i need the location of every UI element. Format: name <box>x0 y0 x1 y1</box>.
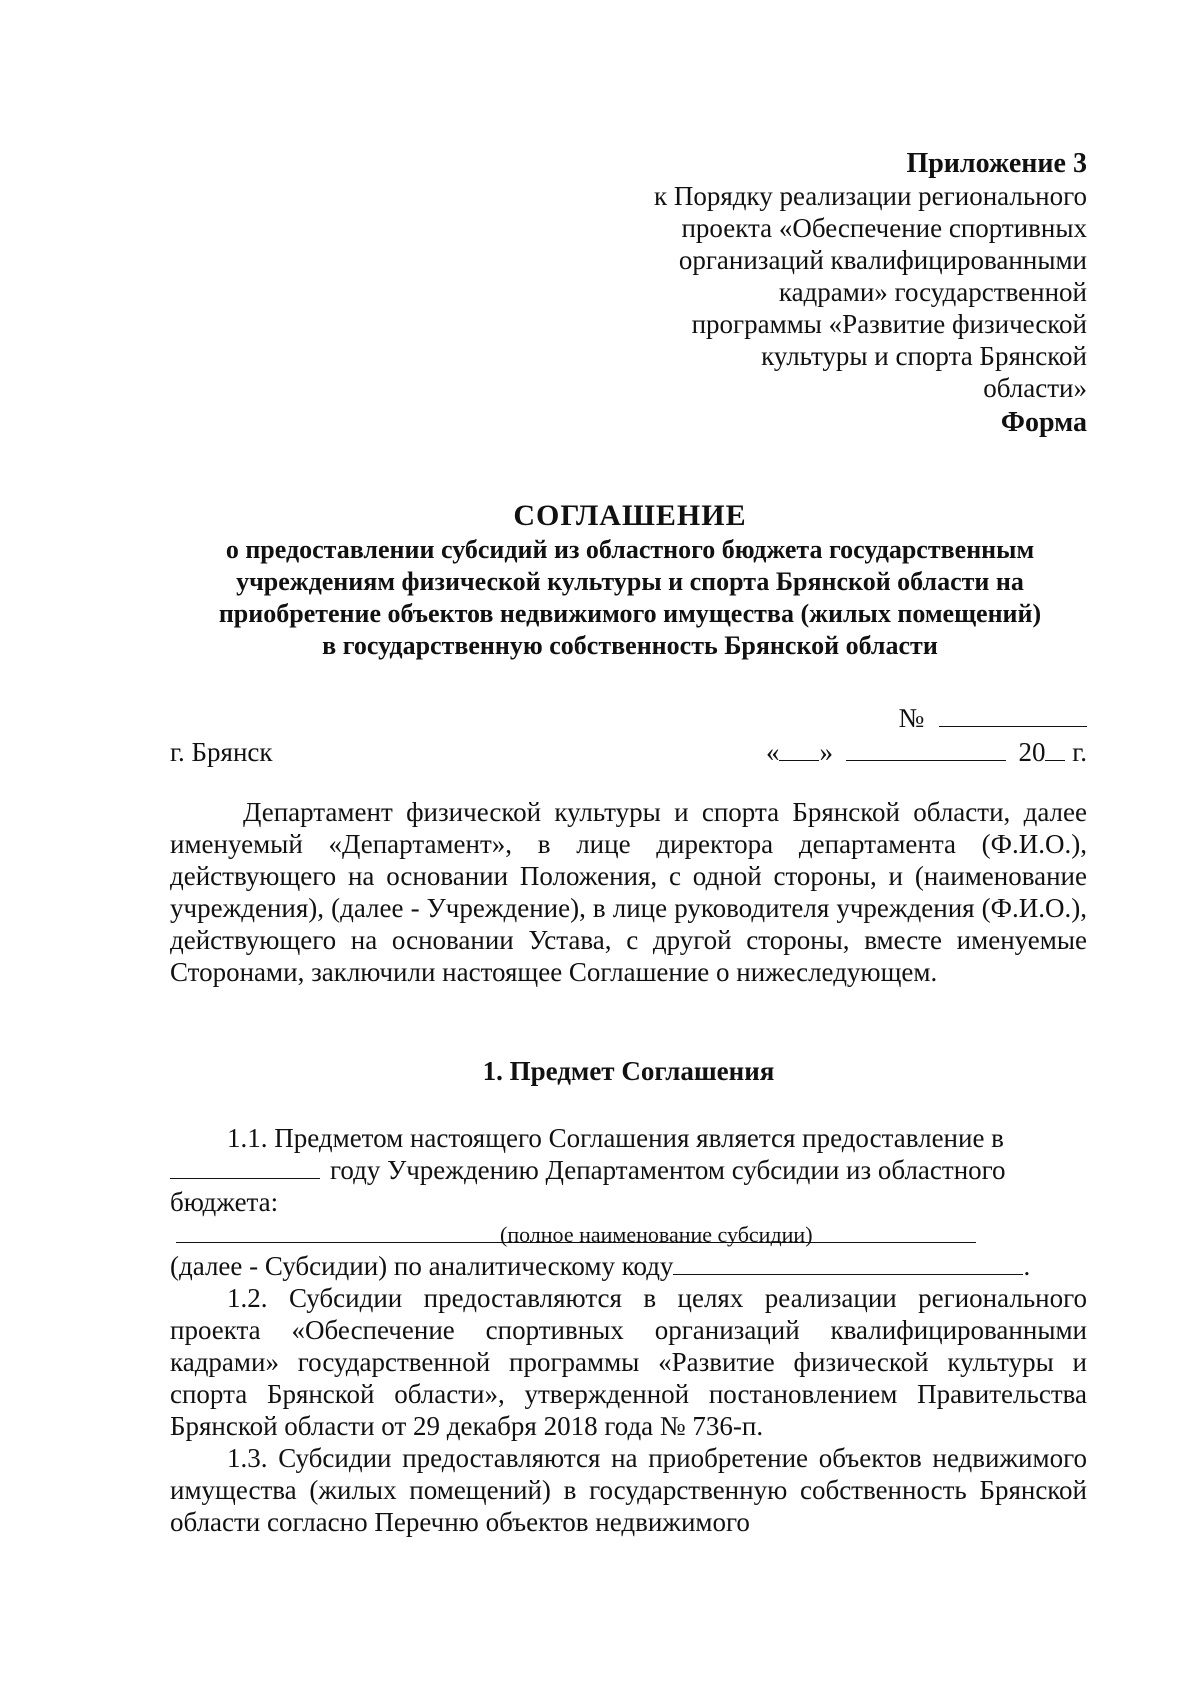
p11-end: (далее - Субсидии) по аналитическому коду <box>170 1251 674 1281</box>
form-label: Форма <box>1000 407 1087 438</box>
appendix-line: организаций квалифицированными <box>678 245 1087 275</box>
agreement-subtitle-line: приобретение объектов недвижимого имущества (жилых помещений) <box>218 599 1042 628</box>
analytic-code-field <box>673 1250 1023 1275</box>
agreement-title: СОГЛАШЕНИЕ <box>513 499 747 532</box>
paragraph-1-2: 1.2. Субсидии предоставляются в целях реализации регионального проекта «Обеспечение спортивных организаций квалифицированными кадрами» государственной программы «Развитие физической культуры и спорта Брянской области», утвержденной постановлением Правительства Брянской области от 29 декабря 2018 года № 736-п. <box>170 1283 1087 1441</box>
section-title: 1. Предмет Соглашения <box>482 1056 775 1086</box>
city: г. Брянск <box>170 737 273 767</box>
agreement-subtitle-line: о предоставлении субсидий из областного бюджета государственным <box>225 535 1035 564</box>
year-field <box>170 1154 320 1179</box>
year-suffix: г. <box>1072 737 1087 767</box>
agreement-number <box>898 702 1087 734</box>
number-blank <box>939 702 1087 727</box>
agreement-heading <box>150 500 1110 662</box>
p11-start: 1.1. Предметом настоящего Соглашения является предоставление в <box>227 1123 1004 1153</box>
subsidy-caption: (полное наименование субсидии) <box>500 1222 813 1247</box>
day-blank <box>779 736 819 761</box>
p11-mid: году Учреждению Департаментом субсидии из областного <box>330 1155 1006 1185</box>
appendix-line: области» <box>983 373 1087 403</box>
month-blank <box>846 736 1006 761</box>
appendix-block <box>487 148 1087 404</box>
appendix-title: Приложение 3 <box>906 148 1087 179</box>
date-open-quote: « <box>765 737 780 767</box>
appendix-line: культуры и спорта Брянской <box>761 341 1087 371</box>
appendix-line: проекта «Обеспечение спортивных <box>681 213 1087 243</box>
appendix-line: кадрами» государственной <box>778 277 1087 307</box>
paragraph-1-1 <box>170 1122 1087 1186</box>
year-prefix: 20 <box>1018 737 1046 767</box>
date-line <box>766 736 1087 768</box>
appendix-line: к Порядку реализации регионального <box>653 181 1087 211</box>
year-blank <box>1045 736 1065 761</box>
number-sign: № <box>898 703 925 733</box>
appendix-line: программы «Развитие физической <box>691 309 1087 339</box>
intro-paragraph: Департамент физической культуры и спорта Брянской области, далее именуемый «Департамент», в лице директора департамента (Ф.И.О.), действующего на основании Положения, с одной стороны, и (наименование учреждения), (далее - Учреждение), в лице руководителя учреждения (Ф.И.О.), действующего на основании Устава, с другой стороны, вместе именуемые Сторонами, заключили настоящее Соглашение о нижеследующем. <box>170 797 1087 987</box>
paragraph-1-3: 1.3. Субсидии предоставляются на приобретение объектов недвижимого имущества (жилых помещений) в государственную собственность Брянской области согласно Перечню объектов недвижимого <box>170 1443 1087 1537</box>
date-close-quote: » <box>819 737 833 767</box>
analytic-code-line: (далее - Субсидии) по аналитическому коду . <box>170 1251 1031 1281</box>
agreement-subtitle-line: в государственную собственность Брянской области <box>322 631 938 660</box>
agreement-subtitle-line: учреждениям физической культуры и спорта Брянской области на <box>236 567 1024 596</box>
p11-budget: бюджета: <box>170 1187 279 1217</box>
